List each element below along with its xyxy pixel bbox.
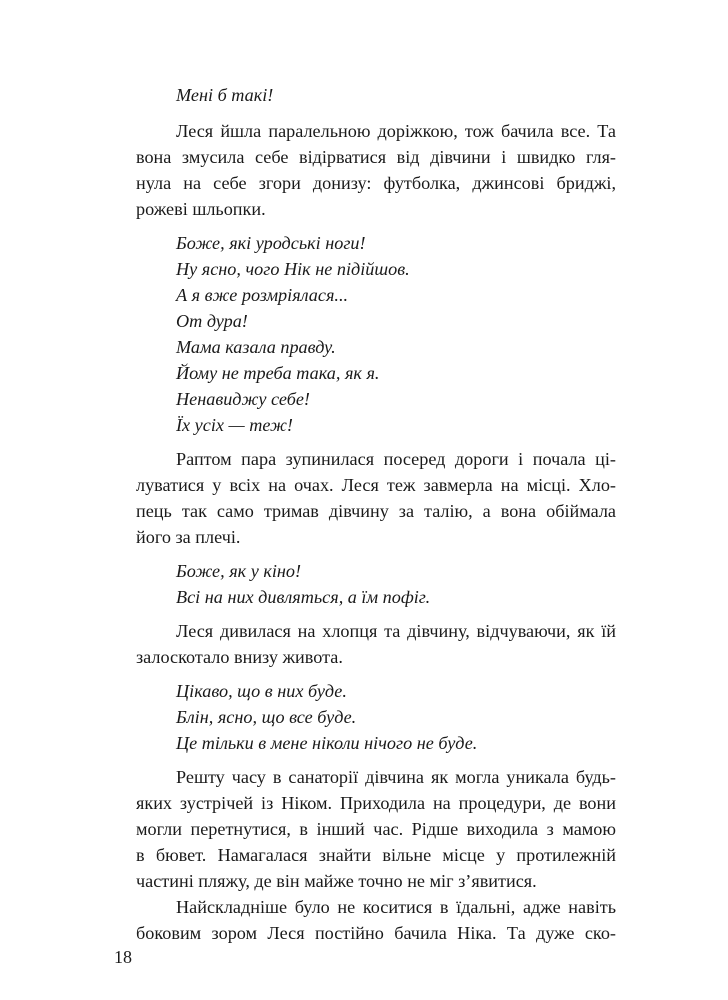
paragraph-line: його за плечі.: [136, 527, 241, 547]
paragraph-line: Леся дивилася на хлопця та дівчину, відчуваючи, як їй: [176, 621, 616, 641]
paragraph-line: Раптом пара зупинилася посеред дороги і почала ці-: [176, 449, 616, 469]
paragraph-line: могли перетнутися, в інший час. Рідше виходила з мамою: [136, 819, 616, 839]
thought-line: Всі на них дивляться, а їм пофіг.: [176, 587, 431, 607]
thought-line: От дура!: [176, 311, 248, 331]
paragraph-line: Леся йшла паралельною доріжкою, тож бачила все. Та: [176, 121, 616, 141]
thought-line: Ненавиджу себе!: [176, 389, 310, 409]
paragraph-line: пець так само тримав дівчину за талію, а вона обіймала: [136, 501, 616, 521]
paragraph-line: вона змусила себе відірватися від дівчини і швидко гля-: [136, 147, 616, 167]
thought-line: Це тільки в мене ніколи нічого не буде.: [176, 733, 478, 753]
paragraph-line: нула на себе згори донизу: футболка, джинсові бриджі,: [136, 173, 616, 193]
paragraph-line: боковим зором Леся постійно бачила Ніка. Та дуже ско-: [136, 923, 616, 943]
thought-line: Мені б такі!: [176, 85, 274, 105]
paragraph-line: луватися у всіх на очах. Леся теж завмерла на місці. Хло-: [136, 475, 616, 495]
paragraph-line: частині пляжу, де він майже точно не міг з’явитися.: [136, 871, 537, 891]
thought-line: Боже, які уродські ноги!: [176, 233, 366, 253]
paragraph-line: в бювет. Намагалася знайти вільне місце у протилежній: [136, 845, 616, 865]
thought-line: Боже, як у кіно!: [176, 561, 302, 581]
paragraph-line: рожеві шльопки.: [136, 199, 266, 219]
thought-line: Ну ясно, чого Нік не підійшов.: [176, 259, 410, 279]
paragraph-line: яких зустрічей із Ніком. Приходила на процедури, де вони: [136, 793, 616, 813]
paragraph-line: Найскладніше було не коситися в їдальні, адже навіть: [176, 897, 616, 917]
paragraph-line: залоскотало внизу живота.: [136, 647, 343, 667]
thought-line: Цікаво, що в них буде.: [176, 681, 347, 701]
thought-line: Мама казала правду.: [176, 337, 336, 357]
thought-line: Блін, ясно, що все буде.: [176, 707, 357, 727]
thought-line: Їх усіх — теж!: [176, 415, 293, 435]
paragraph-line: Решту часу в санаторії дівчина як могла уникала будь-: [176, 767, 616, 787]
page-number: 18: [114, 947, 132, 967]
thought-line: Йому не треба така, як я.: [176, 363, 380, 383]
thought-line: А я вже розмріялася...: [176, 285, 349, 305]
